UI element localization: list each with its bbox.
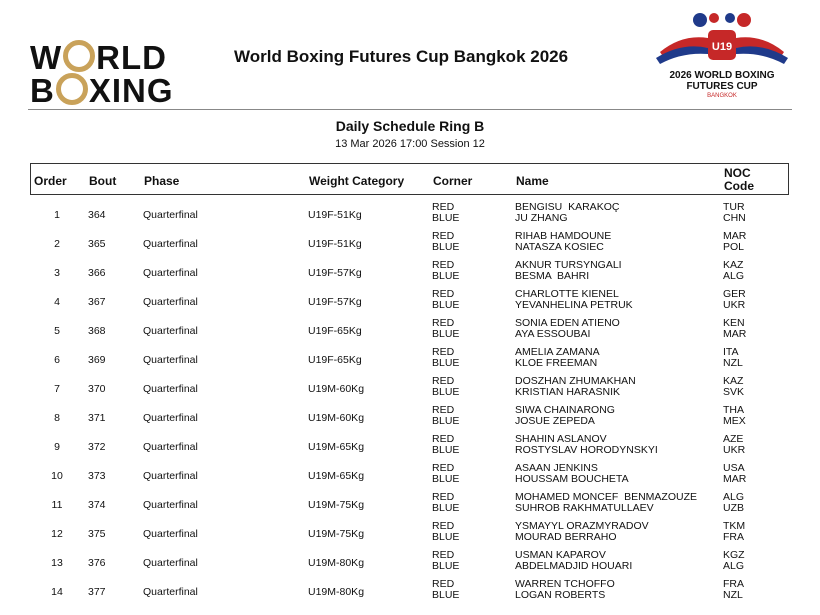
cell-corner: [432, 202, 459, 224]
corner-blue: BLUE: [432, 473, 460, 485]
cell-weight: U19M-65Kg: [308, 441, 365, 453]
cell-bout: 377: [88, 586, 106, 598]
cell-order: 4: [54, 296, 60, 308]
cup-emblem-icon: [652, 8, 792, 70]
cell-phase: Quarterfinal: [143, 296, 198, 308]
cell-weight: U19M-75Kg: [308, 499, 365, 511]
cell-names: [515, 550, 632, 572]
glove-red: [709, 13, 719, 23]
cell-phase: Quarterfinal: [143, 412, 198, 424]
boxer-blue-name: KRISTIAN HARASNIK: [515, 386, 621, 398]
noc-blue: MEX: [723, 415, 746, 427]
noc-blue: CHN: [723, 212, 746, 224]
cell-phase: Quarterfinal: [143, 528, 198, 540]
cell-weight: U19F-57Kg: [308, 296, 362, 308]
noc-blue: NZL: [723, 589, 743, 601]
cell-order: 8: [54, 412, 60, 424]
cell-bout: 364: [88, 209, 106, 221]
cell-noc: [723, 550, 745, 572]
col-noc-code: [724, 167, 754, 193]
cell-order: 9: [54, 441, 60, 453]
cell-phase: Quarterfinal: [143, 470, 198, 482]
corner-blue: BLUE: [432, 270, 460, 282]
cell-corner: [432, 521, 459, 543]
cell-names: [515, 202, 619, 224]
cell-weight: U19M-80Kg: [308, 557, 365, 569]
cell-phase: Quarterfinal: [143, 557, 198, 569]
cell-corner: [432, 347, 459, 369]
boxer-blue-name: HOUSSAM BOUCHETA: [515, 473, 629, 485]
cell-corner: [432, 376, 459, 398]
noc-red: AZE: [723, 433, 744, 445]
cell-phase: Quarterfinal: [143, 499, 198, 511]
col-weight-category: Weight Category: [309, 174, 405, 188]
boxer-blue-name: YEVANHELINA PETRUK: [515, 299, 633, 311]
cell-bout: 368: [88, 325, 106, 337]
corner-red: RED: [432, 346, 455, 358]
col-noc-line1: NOC: [724, 166, 751, 180]
gold-ring-icon: [56, 73, 88, 105]
cell-phase: Quarterfinal: [143, 383, 198, 395]
corner-blue: BLUE: [432, 386, 460, 398]
noc-red: KAZ: [723, 259, 744, 271]
corner-red: RED: [432, 578, 455, 590]
cell-bout: 375: [88, 528, 106, 540]
cell-weight: U19M-60Kg: [308, 383, 365, 395]
cell-noc: [723, 463, 746, 485]
cell-order: 7: [54, 383, 60, 395]
cell-corner: [432, 550, 459, 572]
table-row: [0, 578, 820, 607]
cell-weight: U19F-65Kg: [308, 325, 362, 337]
cell-names: [515, 492, 697, 514]
boxer-head-red: [737, 13, 751, 27]
table-header: [30, 163, 789, 195]
corner-red: RED: [432, 491, 455, 503]
boxer-red-name: SHAHIN ASLANOV: [515, 433, 607, 445]
cell-phase: Quarterfinal: [143, 441, 198, 453]
table-row: [0, 462, 820, 491]
cell-noc: [723, 347, 743, 369]
boxer-red-name: DOSZHAN ZHUMAKHAN: [515, 375, 636, 387]
cell-names: [515, 347, 600, 369]
cell-order: 14: [51, 586, 63, 598]
glove-blue: [725, 13, 735, 23]
cell-corner: [432, 405, 459, 427]
boxer-blue-name: ABDELMADJID HOUARI: [515, 560, 633, 572]
noc-blue: NZL: [723, 357, 743, 369]
col-name: Name: [516, 174, 549, 188]
cup-title-line2: FUTURES CUP: [686, 81, 758, 92]
noc-blue: ALG: [723, 560, 745, 572]
table-row: [0, 433, 820, 462]
boxer-red-name: USMAN KAPAROV: [515, 549, 606, 561]
futures-cup-logo: [652, 8, 792, 103]
corner-red: RED: [432, 549, 455, 561]
cell-names: [515, 579, 615, 601]
boxer-red-name: SIWA CHAINARONG: [515, 404, 615, 416]
cell-bout: 372: [88, 441, 106, 453]
boxer-red-name: YSMAYYL ORAZMYRADOV: [515, 520, 649, 532]
cell-names: [515, 463, 629, 485]
cell-noc: [723, 521, 745, 543]
table-row: [0, 491, 820, 520]
cell-phase: Quarterfinal: [143, 354, 198, 366]
boxer-blue-name: BESMA BAHRI: [515, 270, 590, 282]
cell-order: 13: [51, 557, 63, 569]
page-header: [0, 0, 820, 112]
boxer-red-name: MOHAMED MONCEF BENMAZOUZE: [515, 491, 698, 503]
cell-phase: Quarterfinal: [143, 325, 198, 337]
noc-red: TUR: [723, 201, 745, 213]
cell-corner: [432, 260, 459, 282]
boxer-red-name: CHARLOTTE KIENEL: [515, 288, 619, 300]
cell-order: 2: [54, 238, 60, 250]
noc-blue: UKR: [723, 299, 746, 311]
cell-corner: [432, 231, 459, 253]
corner-red: RED: [432, 433, 455, 445]
world-boxing-logo: [30, 39, 216, 109]
cell-noc: [723, 202, 746, 224]
boxer-red-name: SONIA EDEN ATIENO: [515, 317, 620, 329]
right-wing-blue: [736, 46, 788, 64]
cell-weight: U19M-75Kg: [308, 528, 365, 540]
corner-red: RED: [432, 259, 455, 271]
gold-ring-icon: [63, 40, 95, 72]
cell-order: 11: [51, 499, 63, 511]
cell-names: [515, 318, 620, 340]
noc-red: KEN: [723, 317, 745, 329]
boxer-head-blue: [693, 13, 707, 27]
col-phase: Phase: [144, 174, 180, 188]
corner-blue: BLUE: [432, 444, 460, 456]
noc-blue: MAR: [723, 328, 747, 340]
table-row: [0, 259, 820, 288]
boxer-red-name: AMELIA ZAMANA: [515, 346, 600, 358]
boxer-blue-name: JOSUE ZEPEDA: [515, 415, 595, 427]
cell-noc: [723, 260, 744, 282]
cell-names: [515, 434, 658, 456]
cell-names: [515, 231, 611, 253]
boxer-blue-name: SUHROB RAKHMATULLAEV: [515, 502, 654, 514]
cell-corner: [432, 289, 459, 311]
corner-blue: BLUE: [432, 328, 460, 340]
cup-location: BANGKOK: [707, 93, 737, 99]
noc-red: MAR: [723, 230, 747, 242]
corner-blue: BLUE: [432, 531, 460, 543]
cell-noc: [723, 492, 744, 514]
boxer-blue-name: NATASZA KOSIEC: [515, 241, 604, 253]
cell-bout: 370: [88, 383, 106, 395]
corner-blue: BLUE: [432, 589, 460, 601]
cell-names: [515, 289, 633, 311]
cell-weight: U19M-80Kg: [308, 586, 365, 598]
u19-badge-text: U19: [711, 41, 733, 53]
cell-order: 12: [51, 528, 63, 540]
cell-bout: 369: [88, 354, 106, 366]
event-title: World Boxing Futures Cup Bangkok 2026: [234, 47, 569, 66]
noc-red: THA: [723, 404, 744, 416]
table-row: [0, 549, 820, 578]
cell-bout: 376: [88, 557, 106, 569]
cell-noc: [723, 405, 746, 427]
schedule-title: Daily Schedule Ring B: [335, 118, 485, 134]
cell-noc: [723, 318, 746, 340]
corner-red: RED: [432, 520, 455, 532]
boxer-red-name: ASAAN JENKINS: [515, 462, 598, 474]
cell-bout: 367: [88, 296, 106, 308]
cell-phase: Quarterfinal: [143, 267, 198, 279]
boxer-red-name: WARREN TCHOFFO: [515, 578, 615, 590]
noc-blue: SVK: [723, 386, 745, 398]
noc-blue: UZB: [723, 502, 744, 514]
noc-red: GER: [723, 288, 746, 300]
cell-names: [515, 260, 622, 282]
cell-bout: 374: [88, 499, 106, 511]
corner-red: RED: [432, 230, 455, 242]
corner-red: RED: [432, 375, 455, 387]
corner-blue: BLUE: [432, 299, 460, 311]
table-row: [0, 317, 820, 346]
corner-red: RED: [432, 201, 455, 213]
cell-weight: U19M-60Kg: [308, 412, 365, 424]
noc-red: FRA: [723, 578, 744, 590]
table-row: [0, 375, 820, 404]
corner-blue: BLUE: [432, 357, 460, 369]
schedule-subtitle: 13 Mar 2026 17:00 Session 12: [335, 138, 485, 150]
corner-blue: BLUE: [432, 415, 460, 427]
noc-blue: UKR: [723, 444, 746, 456]
cell-bout: 365: [88, 238, 106, 250]
cell-order: 10: [51, 470, 63, 482]
noc-blue: POL: [723, 241, 745, 253]
logo-letters: RLD: [96, 39, 167, 76]
cell-corner: [432, 492, 459, 514]
table-row: [0, 346, 820, 375]
cell-weight: U19F-57Kg: [308, 267, 362, 279]
cell-weight: U19F-65Kg: [308, 354, 362, 366]
logo-letter: B: [30, 72, 55, 109]
boxer-blue-name: ROSTYSLAV HORODYNSKYI: [515, 444, 658, 456]
boxer-red-name: AKNUR TURSYNGALI: [515, 259, 622, 271]
cell-phase: Quarterfinal: [143, 209, 198, 221]
col-order: Order: [34, 174, 67, 188]
header-divider: [28, 109, 792, 110]
table-row: [0, 201, 820, 230]
boxer-blue-name: MOURAD BERRAHO: [515, 531, 617, 543]
cell-names: [515, 376, 636, 398]
cell-noc: [723, 579, 744, 601]
cell-bout: 373: [88, 470, 106, 482]
corner-red: RED: [432, 317, 455, 329]
noc-red: USA: [723, 462, 745, 474]
corner-red: RED: [432, 462, 455, 474]
boxer-blue-name: KLOE FREEMAN: [515, 357, 598, 369]
boxer-red-name: BENGISU KARAKOÇ: [515, 201, 620, 213]
cell-corner: [432, 579, 459, 601]
corner-red: RED: [432, 288, 455, 300]
corner-blue: BLUE: [432, 241, 460, 253]
schedule-rows: [0, 201, 820, 607]
cell-corner: [432, 318, 459, 340]
noc-blue: FRA: [723, 531, 744, 543]
boxer-blue-name: AYA ESSOUBAI: [515, 328, 591, 340]
cell-noc: [723, 231, 746, 253]
noc-red: ALG: [723, 491, 745, 503]
cell-corner: [432, 434, 459, 456]
cup-title-line1: 2026 WORLD BOXING: [669, 70, 775, 81]
noc-blue: MAR: [723, 473, 747, 485]
cell-weight: U19F-51Kg: [308, 209, 362, 221]
table-row: [0, 288, 820, 317]
cell-weight: U19F-51Kg: [308, 238, 362, 250]
table-row: [0, 520, 820, 549]
noc-blue: ALG: [723, 270, 745, 282]
boxer-blue-name: JU ZHANG: [515, 212, 568, 224]
left-wing-blue: [656, 46, 708, 64]
col-bout: Bout: [89, 174, 117, 188]
noc-red: KGZ: [723, 549, 745, 561]
corner-red: RED: [432, 404, 455, 416]
cell-phase: Quarterfinal: [143, 238, 198, 250]
table-row: [0, 404, 820, 433]
corner-blue: BLUE: [432, 502, 460, 514]
col-corner: Corner: [433, 174, 473, 188]
corner-blue: BLUE: [432, 212, 460, 224]
cell-weight: U19M-65Kg: [308, 470, 365, 482]
cell-order: 3: [54, 267, 60, 279]
boxer-red-name: RIHAB HAMDOUNE: [515, 230, 612, 242]
cell-phase: Quarterfinal: [143, 586, 198, 598]
corner-blue: BLUE: [432, 560, 460, 572]
logo-letters: XING: [88, 72, 174, 109]
noc-red: TKM: [723, 520, 746, 532]
cell-bout: 366: [88, 267, 106, 279]
cell-names: [515, 405, 615, 427]
cell-corner: [432, 463, 459, 485]
noc-red: KAZ: [723, 375, 744, 387]
table-row: [0, 230, 820, 259]
cell-order: 1: [54, 209, 60, 221]
cell-names: [515, 521, 649, 543]
cell-noc: [723, 289, 746, 311]
cell-noc: [723, 376, 744, 398]
cell-noc: [723, 434, 745, 456]
noc-red: ITA: [723, 346, 739, 358]
boxer-blue-name: LOGAN ROBERTS: [515, 589, 606, 601]
cell-order: 6: [54, 354, 60, 366]
cell-order: 5: [54, 325, 60, 337]
cell-bout: 371: [88, 412, 106, 424]
logo-letter: W: [30, 39, 63, 76]
col-noc-line2: Code: [724, 179, 754, 193]
